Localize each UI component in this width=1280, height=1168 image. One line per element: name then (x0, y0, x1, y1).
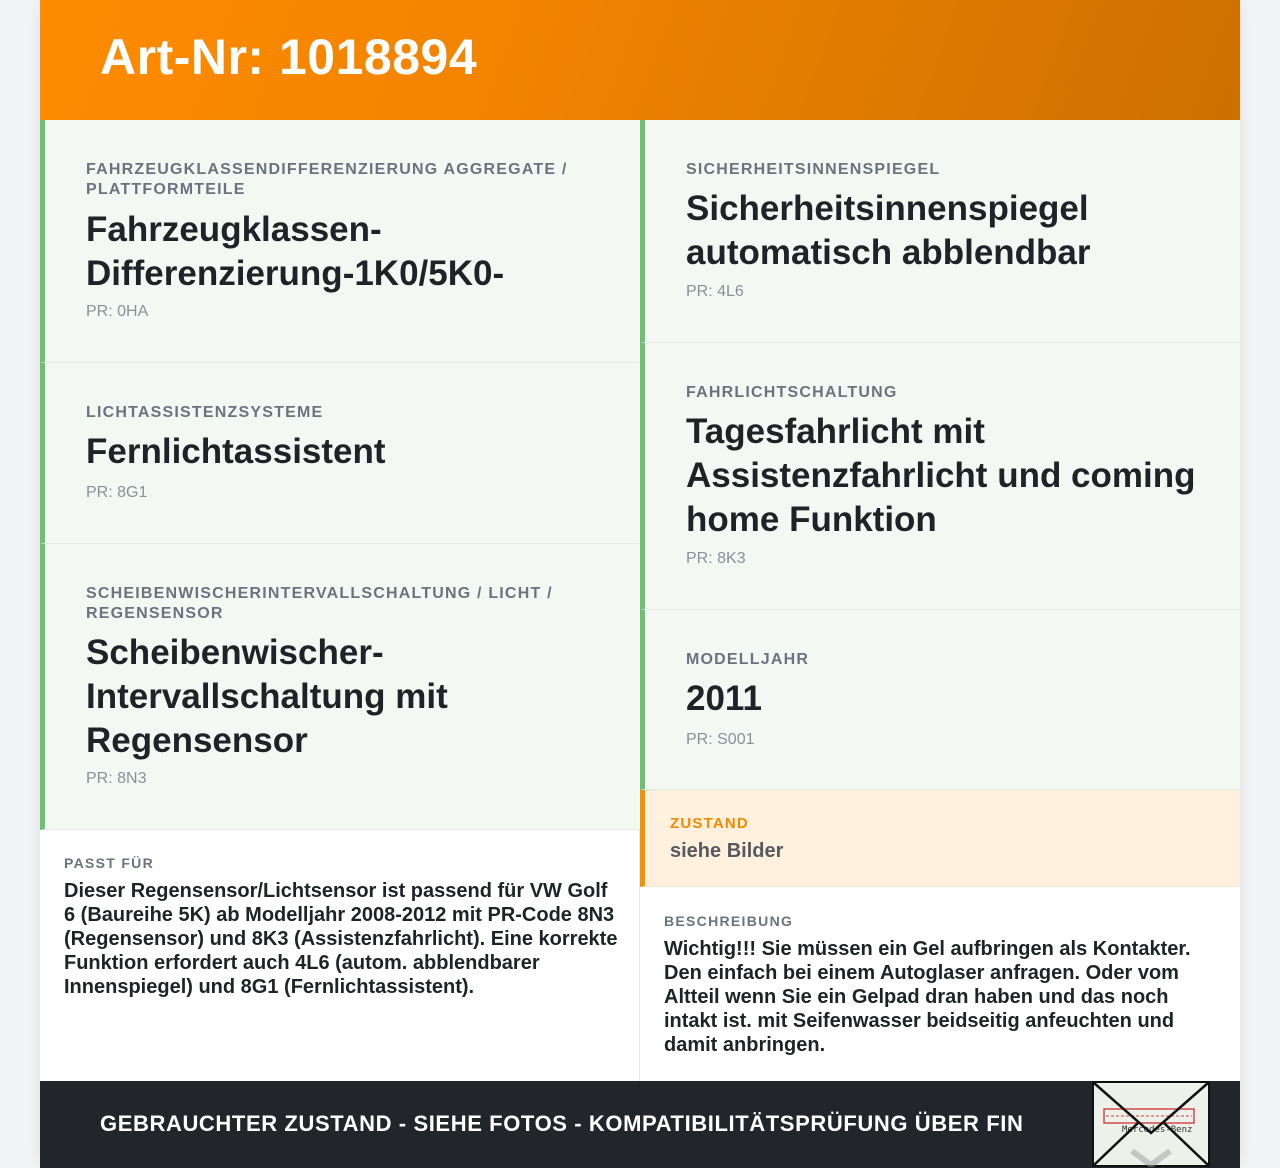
stamp-text: Mercedes-Benz (1122, 1125, 1193, 1135)
feature-category: MODELLJAHR (686, 651, 810, 668)
header-bar (40, 0, 1240, 120)
feature-category: FAHRLICHTSCHALTUNG (686, 384, 898, 401)
feature-pr-code: PR: 0HA (86, 303, 149, 320)
feature-pr-code: PR: 8K3 (686, 550, 746, 567)
feature-pr-code: PR: 4L6 (686, 283, 744, 300)
condition-label: ZUSTAND (670, 815, 749, 832)
description-box (640, 888, 1240, 1081)
feature-pr-code: PR: 8G1 (86, 484, 148, 501)
page (40, 0, 1240, 1168)
feature-title: Fahrzeugklassen-Differenzierung-1K0/5K0- (86, 210, 505, 293)
description-label: BESCHREIBUNG (664, 913, 794, 929)
feature-card-driving-light (640, 343, 1240, 610)
feature-card-vehicle-class (40, 120, 640, 363)
feature-category: SICHERHEITSINNENSPIEGEL (686, 161, 941, 178)
condition-value: siehe Bilder (670, 840, 784, 862)
article-number-title: Art-Nr: 1018894 (100, 29, 478, 85)
feature-title: 2011 (686, 679, 762, 718)
feature-category: FAHRZEUGKLASSENDIFFERENZIERUNG AGGREGATE / PLATTFORMTEILE (86, 161, 568, 198)
feature-category: LICHTASSISTENZSYSTEME (86, 404, 324, 421)
feature-card-mirror (640, 120, 1240, 343)
fits-for-label: PASST FÜR (64, 855, 154, 871)
envelope-stamp-icon (1092, 1081, 1210, 1167)
feature-title: Scheibenwischer-Intervallschaltung mit Regensensor (86, 633, 448, 760)
feature-category: SCHEIBENWISCHERINTERVALLSCHALTUNG / LICHT / REGENSENSOR (86, 585, 553, 622)
feature-title: Tagesfahrlicht mit Assistenzfahrlicht und coming home Funktion (686, 412, 1196, 539)
feature-pr-code: PR: S001 (686, 731, 755, 748)
condition-box (640, 790, 1240, 887)
feature-card-wiper (40, 544, 640, 830)
fits-for-text: Dieser Regensensor/Lichtsensor ist passend für VW Golf 6 (Baureihe 5K) ab Modelljahr 2008-2012 mit PR-Code 8N3 (Regensensor) und 8K3 (Assistenzfahrlicht). Eine korrekte Funktion erfordert auch 4L6 (autom. abblendbarer Innenspiegel) und 8G1 (Fernlichtassistent). (64, 880, 618, 998)
feature-card-model-year (640, 610, 1240, 790)
feature-title: Sicherheitsinnenspiegel automatisch abblendbar (686, 189, 1091, 272)
footer-bar (40, 1081, 1240, 1168)
description-text: Wichtig!!! Sie müssen ein Gel aufbringen als Kontakter. Den einfach bei einem Autoglaser anfragen. Oder vom Altteil wenn Sie ein Gelpad dran haben und das noch intakt ist. mit Seifenwasser beidseitig anfeuchten und damit anbringen. (664, 938, 1191, 1056)
feature-pr-code: PR: 8N3 (86, 770, 147, 787)
footer-text: GEBRAUCHTER ZUSTAND - SIEHE FOTOS - KOMPATIBILITÄTSPRÜFUNG ÜBER FIN (100, 1111, 1024, 1136)
feature-title: Fernlichtassistent (86, 432, 386, 471)
fits-for-box (40, 830, 639, 1081)
feature-card-light-assist (40, 363, 640, 544)
